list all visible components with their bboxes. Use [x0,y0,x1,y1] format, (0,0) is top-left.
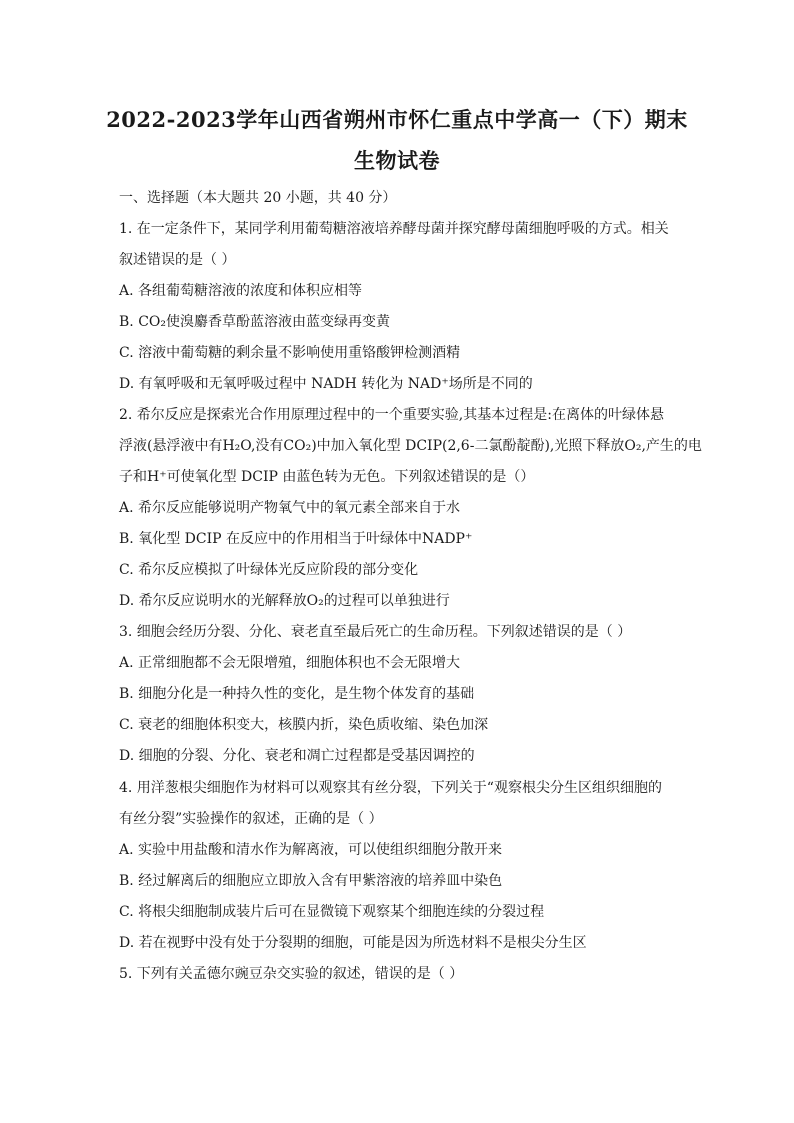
exam-subtitle: 生物试卷 [354,148,440,173]
question-2-option-c: C. 希尔反应模拟了叶绿体光反应阶段的部分变化 [119,562,419,578]
section-heading: 一、选择题（本大题共 20 小题，共 40 分） [119,190,397,206]
question-3-option-a: A. 正常细胞都不会无限增殖，细胞体积也不会无限增大 [119,655,461,671]
question-1-option-b: B. CO₂使溴麝香草酚蓝溶液由蓝变绿再变黄 [119,314,390,330]
question-2-option-d: D. 希尔反应说明水的光解释放O₂的过程可以单独进行 [119,593,450,609]
question-1-option-a: A. 各组葡萄糖溶液的浓度和体积应相等 [119,283,363,299]
question-3-option-c: C. 衰老的细胞体积变大，核膜内折，染色质收缩、染色加深 [119,717,489,733]
exam-title: 2022-2023学年山西省朔州市怀仁重点中学高一（下）期末 [106,107,688,132]
question-5-stem: 5. 下列有关孟德尔豌豆杂交实验的叙述，错误的是（ ） [119,966,464,982]
question-4-stem: 4. 用洋葱根尖细胞作为材料可以观察其有丝分裂，下列关于“观察根尖分生区组织细胞的 [119,780,662,796]
question-4-stem: 有丝分裂”实验操作的叙述，正确的是（ ） [119,811,383,827]
question-1-option-c: C. 溶液中葡萄糖的剩余量不影响使用重铬酸钾检测酒精 [119,345,461,361]
question-1-stem: 叙述错误的是（ ） [119,252,236,268]
question-4-option-b: B. 经过解离后的细胞应立即放入含有甲紫溶液的培养皿中染色 [119,873,503,889]
question-4-option-a: A. 实验中用盐酸和清水作为解离液，可以使组织细胞分散开来 [119,842,503,858]
question-3-option-b: B. 细胞分化是一种持久性的变化，是生物个体发育的基础 [119,686,475,702]
question-2-stem: 2. 希尔反应是探索光合作用原理过程中的一个重要实验,其基本过程是:在离体的叶绿体悬 [119,407,664,423]
question-2-option-b: B. 氧化型 DCIP 在反应中的作用相当于叶绿体中NADP⁺ [119,531,473,547]
question-4-option-c: C. 将根尖细胞制成装片后可在显微镜下观察某个细胞连续的分裂过程 [119,904,545,920]
question-3-stem: 3. 细胞会经历分裂、分化、衰老直至最后死亡的生命历程。下列叙述错误的是（ ） [119,624,632,640]
question-1-stem: 1. 在一定条件下，某同学利用葡萄糖溶液培养酵母菌并探究酵母菌细胞呼吸的方式。相关 [119,221,669,237]
question-2-option-a: A. 希尔反应能够说明产物氧气中的氧元素全部来自于水 [119,500,461,516]
question-4-option-d: D. 若在视野中没有处于分裂期的细胞，可能是因为所选材料不是根尖分生区 [119,935,587,951]
question-2-stem: 浮液(悬浮液中有H₂O,没有CO₂)中加入氧化型 DCIP(2,6-二氯酚靛酚),光照下释放O₂,产生的电 [119,438,702,454]
question-1-option-d: D. 有氧呼吸和无氧呼吸过程中 NADH 转化为 NAD⁺场所是不同的 [119,376,533,392]
question-2-stem: 子和H⁺可使氧化型 DCIP 由蓝色转为无色。下列叙述错误的是（） [119,469,535,485]
question-3-option-d: D. 细胞的分裂、分化、衰老和凋亡过程都是受基因调控的 [119,748,475,764]
